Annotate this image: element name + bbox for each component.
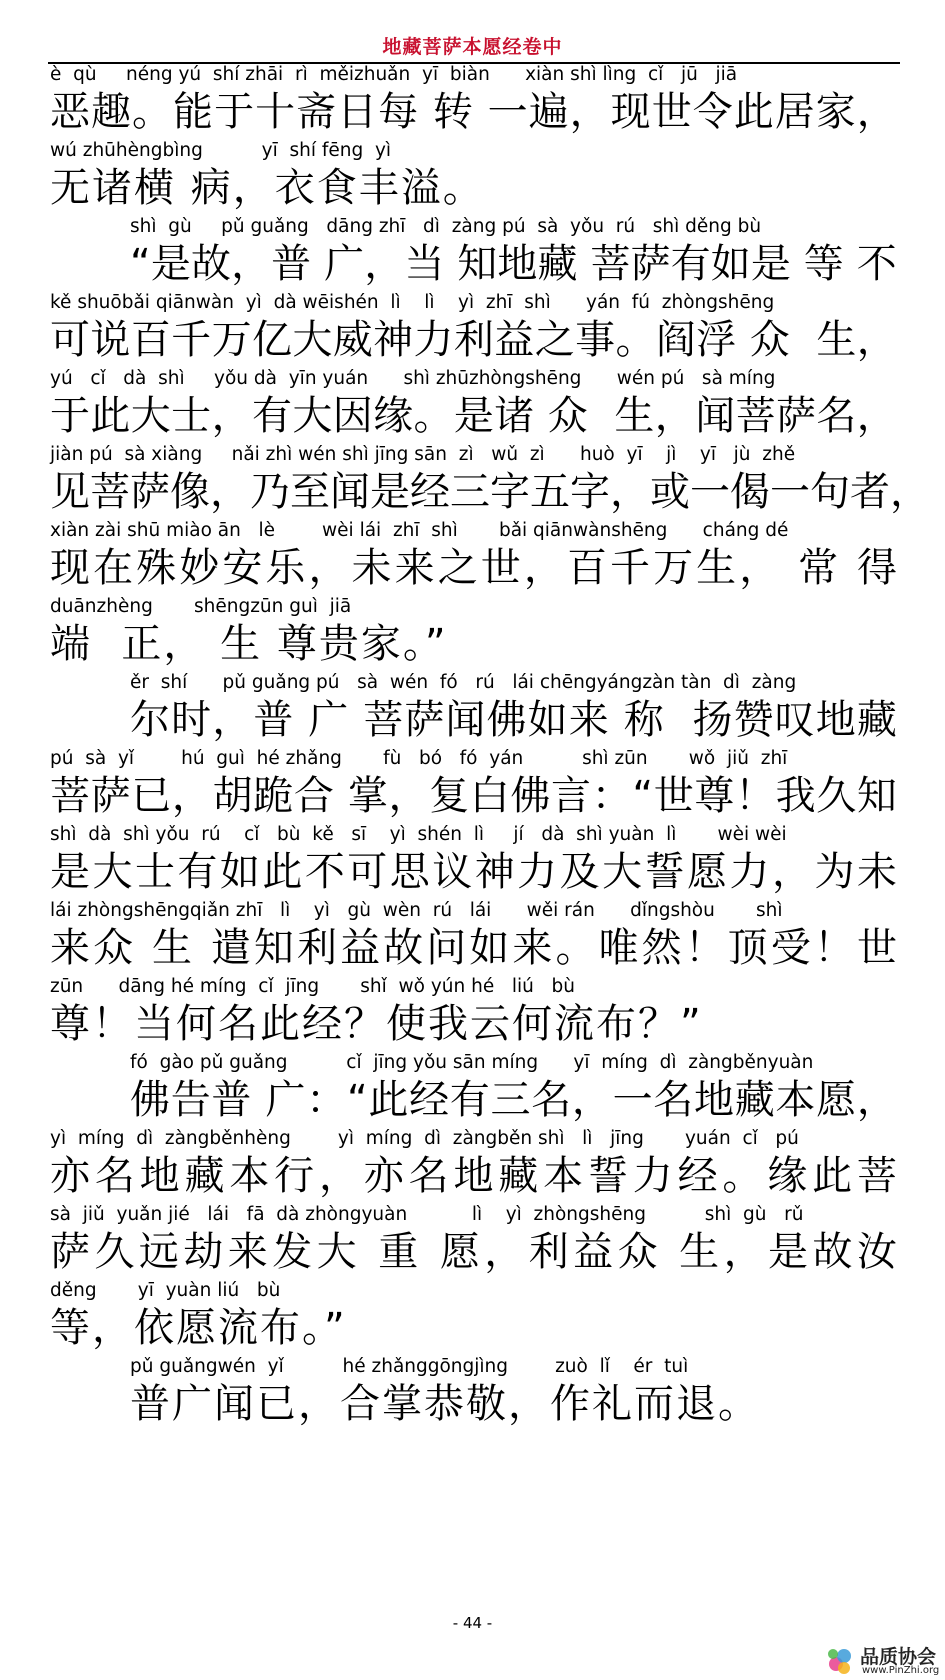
pinyin-annotation: sà jiǔ yuǎn jié lái fā dà zhòngyuàn lì yì zhòngshēng shì gù rǔ [50, 1204, 804, 1225]
text-line [0, 976, 945, 1056]
chinese-text: 是 大 士 有 如 此 不 可 思 议 神 力 及 大 誓 愿 力 ， 为 未 [50, 849, 897, 895]
chinese-text: 尔 时 ， 普 广 菩 萨 闻 佛 如 来 称 扬 赞 叹 地 藏 [130, 697, 897, 743]
pinyin-annotation: pǔ guǎngwén yǐ hé zhǎnggōngjìng zuò lǐ ér tuì [130, 1356, 689, 1377]
pinyin-annotation: yú cǐ dà shì yǒu dà yīn yuán shì zhūzhòngshēng wén pú sà míng [50, 368, 776, 389]
text-line [0, 1128, 945, 1208]
text-line [0, 216, 945, 296]
text-line [0, 672, 945, 752]
pinyin-annotation: děng yī yuàn liú bù [50, 1280, 281, 1301]
chinese-text: 普广闻已，合掌恭敬，作礼而退。 [130, 1381, 760, 1427]
pinyin-annotation: wú zhūhèngbìng yī shí fēng yì [50, 140, 392, 161]
logo-flower-icon [822, 1642, 858, 1678]
pinyin-annotation: duānzhèng shēngzūn guì jiā [50, 596, 352, 617]
pinyin-annotation: lái zhòngshēngqiǎn zhī lì yì gù wèn rú lái wěi rán dǐngshòu shì [50, 900, 783, 921]
chinese-text: 萨 久 远 劫 来 发 大 重 愿 ， 利 益 众 生 ， 是 故 汝 [50, 1229, 897, 1275]
pinyin-annotation: è qù néng yú shí zhāi rì měizhuǎn yī biàn xiàn shì lìng cǐ jū jiā [50, 64, 738, 85]
text-line [0, 1356, 945, 1436]
text-line [0, 1280, 945, 1360]
chinese-text: 无诸横 病，衣食丰溢。 [50, 165, 485, 211]
chinese-text: 菩 萨 已 ， 胡 跪 合 掌 ， 复 白 佛 言 ： “ 世 尊 ！ 我 久 知 [50, 773, 897, 819]
pinyin-annotation: shì gù pǔ guǎng dāng zhī dì zàng pú sà yǒu rú shì děng bù [130, 216, 762, 237]
text-line [0, 520, 945, 600]
watermark-url: www.PinZhi.org [862, 1665, 940, 1676]
text-line [0, 824, 945, 904]
text-line [0, 292, 945, 372]
pinyin-annotation: ěr shí pǔ guǎng pú sà wén fó rú lái chēngyángzàn tàn dì zàng [130, 672, 797, 693]
chinese-text: 于 此 大 士 ， 有 大 因 缘 。 是 诸 众 生 ， 闻 菩 萨 名 ， [50, 393, 897, 439]
chinese-text: 亦 名 地 藏 本 行 ， 亦 名 地 藏 本 誓 力 经 。 缘 此 菩 [50, 1153, 897, 1199]
pinyin-annotation: kě shuōbǎi qiānwàn yì dà wēishén lì lì yì zhī shì yán fú zhòngshēng [50, 292, 775, 313]
text-line [0, 900, 945, 980]
document-header-title: 地藏菩萨本愿经卷中 [382, 36, 563, 58]
text-line [0, 444, 945, 524]
chinese-text: 来 众 生 遣 知 利 益 故 问 如 来 。 唯 然 ！ 顶 受 ！ 世 [50, 925, 897, 971]
text-line [0, 748, 945, 828]
pinyin-annotation: jiàn pú sà xiàng nǎi zhì wén shì jīng sān zì wǔ zì huò yī jì yī jù zhě [50, 444, 796, 465]
text-line [0, 64, 945, 144]
chinese-text: 端 正， 生 尊贵家。” [50, 621, 448, 667]
chinese-text: “ 是 故 ， 普 广 ， 当 知 地 藏 菩 萨 有 如 是 等 不 [130, 241, 897, 287]
chinese-text: 现 在 殊 妙 安 乐 ， 未 来 之 世 ， 百 千 万 生 ， 常 得 [50, 545, 897, 591]
pinyin-annotation: xiàn zài shū miào ān lè wèi lái zhī shì bǎi qiānwànshēng cháng dé [50, 520, 789, 541]
page-number: - 44 - [452, 1614, 493, 1632]
text-line [0, 1052, 945, 1132]
pinyin-annotation: pú sà yǐ hú guì hé zhǎng fù bó fó yán shì zūn wǒ jiǔ zhī [50, 748, 788, 769]
pinyin-annotation: fó gào pǔ guǎng cǐ jīng yǒu sān míng yī míng dì zàngběnyuàn [130, 1052, 814, 1073]
chinese-text: 可 说 百 千 万 亿 大 威 神 力 利 益 之 事 。 阎 浮 众 生 ， [50, 317, 897, 363]
watermark-name: 品质协会 [860, 1646, 937, 1668]
pinyin-annotation: yì míng dì zàngběnhèng yì míng dì zàngběn shì lì jīng yuán cǐ pú [50, 1128, 799, 1149]
text-line [0, 368, 945, 448]
watermark-logo [822, 1642, 942, 1680]
chinese-text: 佛 告 普 广 ： “ 此 经 有 三 名 ， 一 名 地 藏 本 愿 ， [130, 1077, 897, 1123]
chinese-text: 尊！当何名此经？使我云何流布？” [50, 1001, 703, 1047]
chinese-text: 见 菩 萨 像 ， 乃 至 闻 是 经 三 字 五 字 ， 或 一 偈 一 句 者 ， [50, 469, 930, 515]
text-line [0, 1204, 945, 1284]
pinyin-annotation: zūn dāng hé míng cǐ jīng shǐ wǒ yún hé liú bù [50, 976, 575, 997]
text-line [0, 140, 945, 220]
chinese-text: 等，依愿流布。” [50, 1305, 347, 1351]
pinyin-annotation: shì dà shì yǒu rú cǐ bù kě sī yì shén lì jí dà shì yuàn lì wèi wèi [50, 824, 787, 845]
text-line [0, 596, 945, 676]
chinese-text: 恶 趣 。 能 于 十 斋 日 每 转 一 遍 ， 现 世 令 此 居 家 ， [50, 89, 897, 135]
